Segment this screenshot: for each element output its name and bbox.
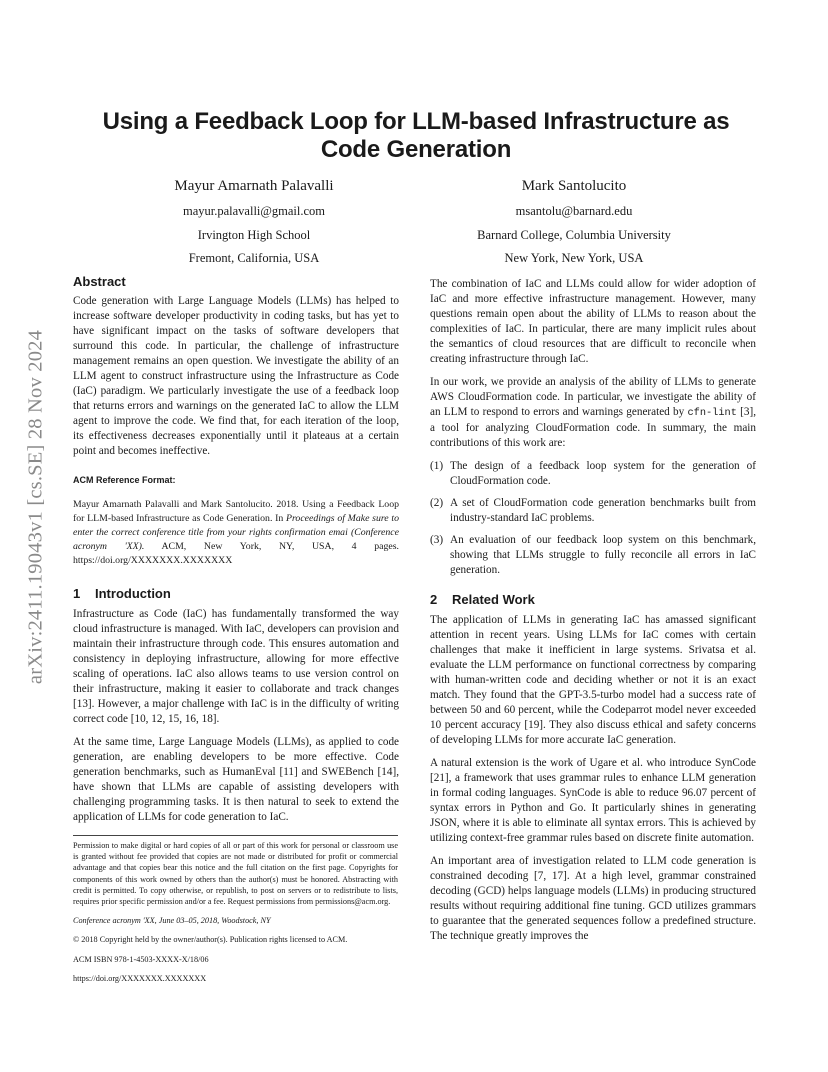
related-paragraph-1: The application of LLMs in generating IaC has amassed significant attention in recent years. Using LLMs for IaC comes with certain challenges that make it inefficient in large systems. Srivatsa et al. evaluate the LLM performance on functional correctness by comparing with human-written code and deciding whether or not it is an exact match. They found that the GPT-3.5-turbo model had a success rate of between 50 and 60 percent, while the Codeparrot model never exceeded 10 percent accuracy [19]. They also discuss ethical and safety concerns of developing LLMs for more accurate IaC generation.: [430, 614, 756, 746]
left-column: [73, 274, 399, 992]
right-column: [430, 277, 756, 952]
author-block-2: [412, 176, 736, 271]
acm-reference-heading: ACM Reference Format:: [73, 475, 176, 485]
section-introduction-heading: 1 Introduction: [73, 586, 171, 601]
author-name: Mark Santolucito: [521, 178, 627, 194]
list-item: (1) The design of a feedback loop system for the generation of CloudFormation code.: [430, 460, 756, 487]
doi-line: https://doi.org/XXXXXXX.XXXXXXX: [73, 973, 207, 983]
author-email: mayur.palavalli@gmail.com: [182, 204, 326, 218]
arxiv-sidebar-stamp: [24, 286, 48, 728]
related-paragraph-2: A natural extension is the work of Ugare et al. who introduce SynCode [21], a framework that uses grammar rules to enhance LLM generation in formal coding languages. SynCode is able to reduce 96.07 percent of syntax errors in Python and Go. It particularly shines in generating JSON, where it is able to eliminate all syntax errors. This is achieved by utilizing context-free grammar rules based on discrete finite automation.: [430, 757, 756, 844]
list-item: (2) A set of CloudFormation code generation benchmarks built from industry-standard IaC problems.: [430, 497, 756, 524]
contributions-list: [430, 459, 756, 578]
related-paragraph-3: An important area of investigation related to LLM code generation is constrained decoding [7, 17]. At a high level, grammar constrained decoding (GCD) helps language models (LLMs) in producing structured results without requiring additional fine tuning. GCD utilizes grammars to guarantee that the generated sequences follow a predefined structure. The technique greatly improves the: [430, 855, 756, 942]
paper-title: Using a Feedback Loop for LLM-based Infrastructure as Code Generation: [102, 108, 730, 163]
acm-reference-text: Mayur Amarnath Palavalli and Mark Santolucito. 2018. Using a Feedback Loop for LLM-based Infrastructure as Code Generation. In Proceedings of Make sure to enter the correct conference title from your rights confirmation emai (Conference acronym 'XX). ACM, New York, NY, USA, 4 pages. https://doi.org/XXXXXXX.XXXXXXX: [73, 499, 399, 566]
isbn-line: ACM ISBN 978-1-4503-XXXX-X/18/06: [73, 954, 209, 964]
author-affiliation: Barnard College, Columbia University: [477, 227, 671, 242]
author-name: Mayur Amarnath Palavalli: [174, 178, 334, 194]
right-paragraph-1: The combination of IaC and LLMs could allow for wider adoption of IaC and more effective infrastructure management. However, many questions remain open about the ability of LLMs to reason about the complexities of IaC. In particular, there are many implicit rules about the semantics of cloud resources that are difficult to reconcile when creating infrastructure through IaC.: [430, 278, 756, 365]
author-location: Fremont, California, USA: [188, 251, 320, 265]
intro-paragraph-2: At the same time, Large Language Models (LLMs), as applied to code generation, are enabling developers to be more effective. Code generation benchmarks, such as HumanEval [11] and SWEBench [14], have shown that LLMs are capable of assisting developers with challenging programming tasks. It is then natural to seek to extend the application of LLMs for code generation to IaC.: [73, 736, 399, 823]
author-affiliation: Irvington High School: [197, 227, 311, 242]
right-paragraph-2: In our work, we provide an analysis of the ability of LLMs to generate AWS CloudFormation code. In particular, we investigate the ability of an LLM to respond to errors and warnings generated by cfn-lint [3], a tool for analyzing CloudFormation code. In summary, the main contributions of this work are:: [430, 376, 757, 449]
permission-notice: Permission to make digital or hard copies of all or part of this work for personal or classroom use is granted without fee provided that copies are not made or distributed for profit or commercial advantage and that copies bear this notice and the full citation on the first page. Copyrights for components of this work owned by others than the author(s) must be honored. Abstracting with credit is permitted. To copy otherwise, or republish, to post on servers or to redistribute to lists, requires prior specific permission and/or a fee. Request permissions from permissions@acm.org.: [73, 841, 398, 907]
intro-paragraph-1: Infrastructure as Code (IaC) has fundamentally transformed the way cloud infrastructure is managed. With IaC, developers can provision and maintain their infrastructure through code. This ensures automation and consistency in deploying infrastructure, allowing for more effective scaling of operations. IaC also allows teams to use version control on their infrastructure, making it easier to collaborate and track changes [13]. However, a major challenge with IaC is in the difficulty of writing correct code [10, 12, 15, 16, 18].: [73, 608, 399, 725]
list-item: (3) An evaluation of our feedback loop system on this benchmark, showing that LLMs struggle to fully reconcile all errors in IaC generation.: [430, 534, 756, 576]
arxiv-id: arXiv:2411.19043v1 [cs.SE] 28 Nov 2024: [24, 329, 47, 685]
section-related-work-heading: 2 Related Work: [430, 592, 535, 607]
author-location: New York, New York, USA: [504, 251, 644, 265]
copyright-line: © 2018 Copyright held by the owner/author(s). Publication rights licensed to ACM.: [73, 935, 348, 945]
abstract-heading: Abstract: [73, 274, 126, 289]
footnote-block: [73, 835, 398, 984]
abstract-text: Code generation with Large Language Models (LLMs) has helped to increase software developer productivity in coding tasks, but has yet to have significant impact on the tasks of software developers that surround this code. In particular, the challenge of infrastructure management remains an open question. We investigate the ability of an LLM agent to construct infrastructure using the Infrastructure as Code (IaC) paradigm. We particularly investigate the use of a feedback loop that returns errors and warnings on the generated IaC to allow the LLM agent to improve the code. We find that, for each iteration of the loop, its effectiveness decreases exponentially until it plateaus at a certain point and becomes ineffective.: [73, 295, 399, 457]
conference-line: Conference acronym 'XX, June 03–05, 2018, Woodstock, NY: [73, 916, 271, 926]
author-block-1: [92, 176, 416, 271]
author-email: msantolu@barnard.edu: [515, 204, 633, 218]
